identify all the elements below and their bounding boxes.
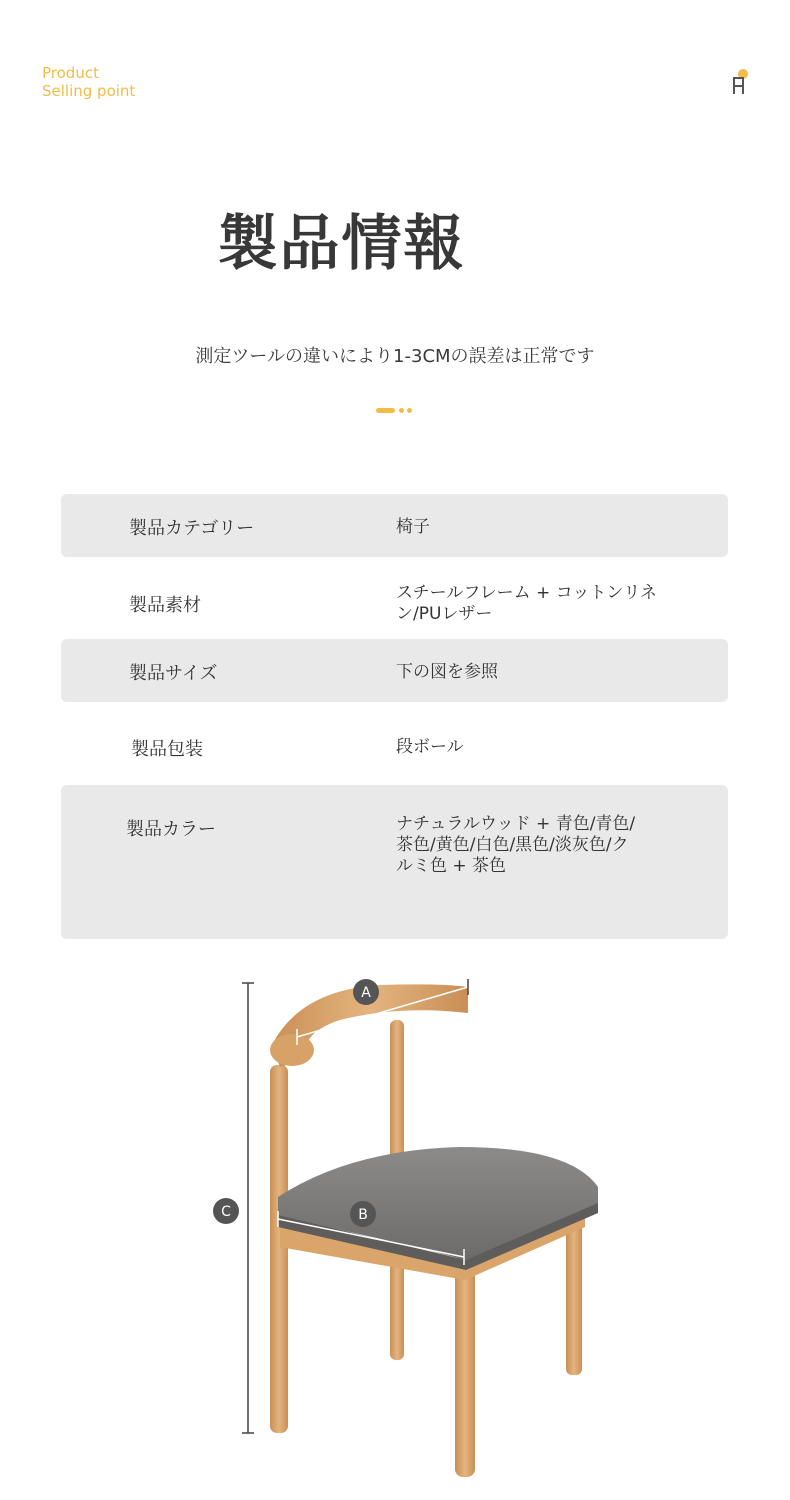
dimension-badge-c [213, 1198, 239, 1224]
spec-value: スチールフレーム + コットンリネン/PUレザー [396, 583, 658, 624]
spec-value: 下の図を参照 [396, 662, 498, 682]
dimension-label-c: C [221, 1204, 231, 1220]
brand-label [42, 64, 135, 100]
spec-label: 製品素材 [129, 595, 201, 616]
dimension-label-a: A [361, 985, 371, 1001]
spec-row-material [61, 575, 728, 635]
page-title: 製品情報 [217, 209, 466, 279]
spec-value: 段ボール [396, 737, 464, 757]
dimension-label-b: B [358, 1207, 368, 1223]
spec-value: ナチュラルウッド + 青色/青色/茶色/黄色/白色/黒色/淡灰色/クルミ色 + 茶色 [396, 814, 636, 876]
spec-label: 製品サイズ [129, 663, 218, 684]
brand-line-1: Product [42, 64, 99, 82]
spec-label: 製品包装 [131, 739, 203, 760]
measurement-note: 測定ツールの違いにより1-3CMの誤差は正常です [195, 346, 595, 367]
spec-label: 製品カテゴリー [129, 518, 255, 539]
spec-row-size [61, 639, 728, 702]
brand-line-2: Selling point [42, 82, 136, 100]
chair-icon [730, 68, 750, 96]
spec-row-category [61, 494, 728, 557]
spec-row-color [61, 785, 728, 939]
spec-value: 椅子 [396, 517, 430, 537]
chair-dimension-diagram [200, 965, 620, 1485]
dimension-badge-a [353, 979, 379, 1005]
spec-label: 製品カラー [126, 819, 216, 840]
dimension-badge-b [350, 1201, 376, 1227]
spec-row-packaging [61, 718, 728, 776]
